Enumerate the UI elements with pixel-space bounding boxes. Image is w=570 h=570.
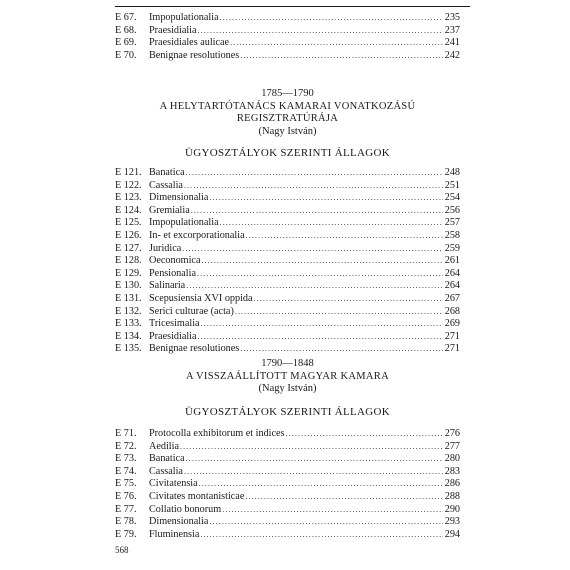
toc-list-3: [115, 428, 460, 541]
toc-entry: [115, 491, 460, 504]
dot-leader: [230, 37, 443, 50]
toc-entry: [115, 331, 460, 344]
entry-title: In- et excorporationalia: [149, 229, 245, 241]
section-title-line-1: A VISSZAÁLLÍTOTT MAGYAR KAMARA: [186, 370, 389, 382]
entry-code: E 74.: [115, 465, 137, 477]
entry-code: E 121.: [115, 167, 142, 178]
entry-page: 257: [444, 217, 460, 229]
toc-entry: [115, 343, 460, 356]
toc-entry: [115, 50, 460, 63]
entry-code: E 76.: [115, 490, 137, 502]
entry-code: E 71.: [115, 428, 137, 439]
entry-title: Dimensionalia: [149, 516, 209, 528]
entry-title: Pensionalia: [149, 267, 196, 279]
entry-page: 259: [444, 242, 460, 254]
entry-code: E 132.: [115, 305, 142, 317]
entry-page: 271: [444, 343, 460, 355]
toc-entry: [115, 205, 460, 218]
entry-title: Juridica: [149, 242, 182, 254]
dot-leader: [245, 491, 442, 504]
dot-leader: [198, 25, 443, 38]
entry-code: E 127.: [115, 242, 142, 254]
entry-code: E 131.: [115, 292, 142, 304]
entry-page: 267: [444, 292, 460, 304]
section-author: (Nagy István): [258, 383, 317, 394]
entry-page: 256: [444, 204, 460, 216]
entry-title: Tricesimalia: [149, 318, 200, 330]
entry-title: Collatio bonorum: [149, 503, 222, 515]
entry-title: Civitates montanisticae: [149, 490, 245, 502]
entry-code: E 72.: [115, 440, 137, 452]
subheading-1: ÜGYOSZTÁLYOK SZERINTI ÁLLAGOK: [185, 147, 390, 159]
entry-page: 269: [444, 318, 460, 330]
toc-list-1: [115, 12, 460, 62]
entry-page: 258: [444, 229, 460, 241]
toc-entry: [115, 516, 460, 529]
toc-entry: [115, 293, 460, 306]
section-heading-2: [115, 358, 460, 396]
top-rule: [115, 6, 470, 7]
dot-leader: [201, 255, 442, 268]
entry-page: 290: [444, 503, 460, 515]
entry-title: Cassalia: [149, 465, 183, 477]
entry-code: E 77.: [115, 503, 137, 515]
entry-title: Banatica: [149, 453, 185, 465]
entry-title: Banatica: [149, 167, 185, 178]
section-years: 1790—1848: [261, 358, 314, 369]
entry-title: Gremialia: [149, 204, 190, 216]
entry-page: 268: [444, 305, 460, 317]
toc-entry: [115, 441, 460, 454]
entry-page: 264: [444, 267, 460, 279]
entry-title: Benignae resolutiones: [149, 49, 240, 61]
entry-code: E 68.: [115, 24, 137, 36]
toc-entry: [115, 453, 460, 466]
toc-entry: [115, 243, 460, 256]
dot-leader: [200, 529, 442, 542]
entry-title: Praesidialia: [149, 330, 197, 342]
entry-title: Civitatensia: [149, 478, 198, 490]
section-author: (Nagy István): [258, 125, 317, 137]
entry-page: 283: [444, 465, 460, 477]
dot-leader: [198, 331, 443, 344]
entry-code: E 133.: [115, 318, 142, 330]
section-years: 1785—1790: [261, 88, 314, 99]
toc-entry: [115, 217, 460, 230]
entry-page: 264: [444, 280, 460, 292]
entry-title: Salinaria: [149, 280, 186, 292]
entry-code: E 128.: [115, 255, 142, 267]
dot-leader: [209, 192, 442, 205]
toc-entry: [115, 180, 460, 193]
toc-entry: [115, 428, 460, 441]
toc-entry: [115, 37, 460, 50]
dot-leader: [235, 306, 443, 319]
dot-leader: [186, 280, 443, 293]
section-heading-1: [115, 88, 460, 138]
dot-leader: [184, 466, 443, 479]
entry-page: 293: [444, 516, 460, 528]
toc-entry: [115, 504, 460, 517]
entry-code: E 123.: [115, 192, 142, 204]
entry-title: Praesidiales aulicae: [149, 37, 230, 49]
entry-title: Impopulationalia: [149, 12, 219, 23]
entry-title: Oeconomica: [149, 255, 201, 267]
dot-leader: [246, 230, 443, 243]
dot-leader: [182, 243, 442, 256]
dot-leader: [180, 441, 443, 454]
dot-leader: [286, 428, 443, 441]
entry-page: 277: [444, 440, 460, 452]
entry-title: Cassalia: [149, 179, 183, 191]
dot-leader: [199, 478, 443, 491]
entry-code: E 130.: [115, 280, 142, 292]
toc-entry: [115, 167, 460, 180]
dot-leader: [220, 12, 443, 25]
section-title-line-2: REGISZTRATÚRÁJA: [236, 113, 339, 124]
entry-code: E 78.: [115, 516, 137, 528]
dot-leader: [222, 504, 443, 517]
entry-page: 280: [444, 453, 460, 465]
entry-code: E 122.: [115, 179, 142, 191]
entry-code: E 79.: [115, 528, 137, 540]
dot-leader: [201, 318, 443, 331]
toc-entry: [115, 478, 460, 491]
entry-title: Scepusiensia XVI oppida: [149, 292, 253, 304]
entry-title: Protocolla exhibitorum et indices: [149, 428, 285, 439]
entry-title: Dimensionalia: [149, 192, 209, 204]
entry-code: E 75.: [115, 478, 137, 490]
dot-leader: [184, 180, 443, 193]
entry-title: Serici culturae (acta): [149, 305, 234, 317]
entry-title: Fluminensia: [149, 528, 200, 540]
entry-code: E 134.: [115, 330, 142, 342]
entry-code: E 135.: [115, 343, 142, 355]
toc-entry: [115, 255, 460, 268]
entry-page: 237: [444, 24, 460, 36]
entry-page: 242: [444, 49, 460, 61]
entry-page: 294: [444, 528, 460, 540]
entry-code: E 125.: [115, 217, 142, 229]
entry-page: 271: [444, 330, 460, 342]
entry-title: Impopulationalia: [149, 217, 219, 229]
entry-code: E 73.: [115, 453, 137, 465]
toc-entry: [115, 318, 460, 331]
entry-title: Benignae resolutiones: [149, 343, 240, 355]
toc-entry: [115, 529, 460, 542]
toc-entry: [115, 192, 460, 205]
entry-title: Aedilia: [149, 440, 179, 452]
entry-page: 251: [444, 179, 460, 191]
dot-leader: [209, 516, 442, 529]
entry-code: E 70.: [115, 49, 137, 61]
toc-entry: [115, 268, 460, 281]
toc-entry: [115, 12, 460, 25]
entry-page: 254: [444, 192, 460, 204]
entry-page: 286: [444, 478, 460, 490]
toc-entry: [115, 306, 460, 319]
dot-leader: [240, 343, 442, 356]
entry-page: 241: [444, 37, 460, 49]
entry-code: E 129.: [115, 267, 142, 279]
entry-code: E 126.: [115, 229, 142, 241]
entry-page: 248: [444, 167, 460, 178]
page-number: 568: [115, 545, 129, 555]
entry-code: E 69.: [115, 37, 137, 49]
dot-leader: [186, 167, 443, 180]
entry-page: 235: [444, 12, 460, 23]
dot-leader: [186, 453, 443, 466]
entry-code: E 67.: [115, 12, 137, 23]
toc-entry: [115, 280, 460, 293]
entry-page: 276: [444, 428, 460, 439]
section-title-line-1: A HELYTARTÓTANÁCS KAMARAI VONATKOZÁSÚ: [159, 100, 416, 112]
toc-entry: [115, 25, 460, 38]
entry-page: 288: [444, 490, 460, 502]
entry-code: E 124.: [115, 204, 142, 216]
dot-leader: [240, 50, 442, 63]
dot-leader: [254, 293, 443, 306]
toc-list-2: [115, 167, 460, 356]
entry-page: 261: [444, 255, 460, 267]
entry-title: Praesidialia: [149, 24, 197, 36]
toc-entry: [115, 466, 460, 479]
toc-entry: [115, 230, 460, 243]
dot-leader: [220, 217, 443, 230]
dot-leader: [191, 205, 443, 218]
dot-leader: [197, 268, 443, 281]
subheading-2: ÜGYOSZTÁLYOK SZERINTI ÁLLAGOK: [185, 406, 390, 418]
